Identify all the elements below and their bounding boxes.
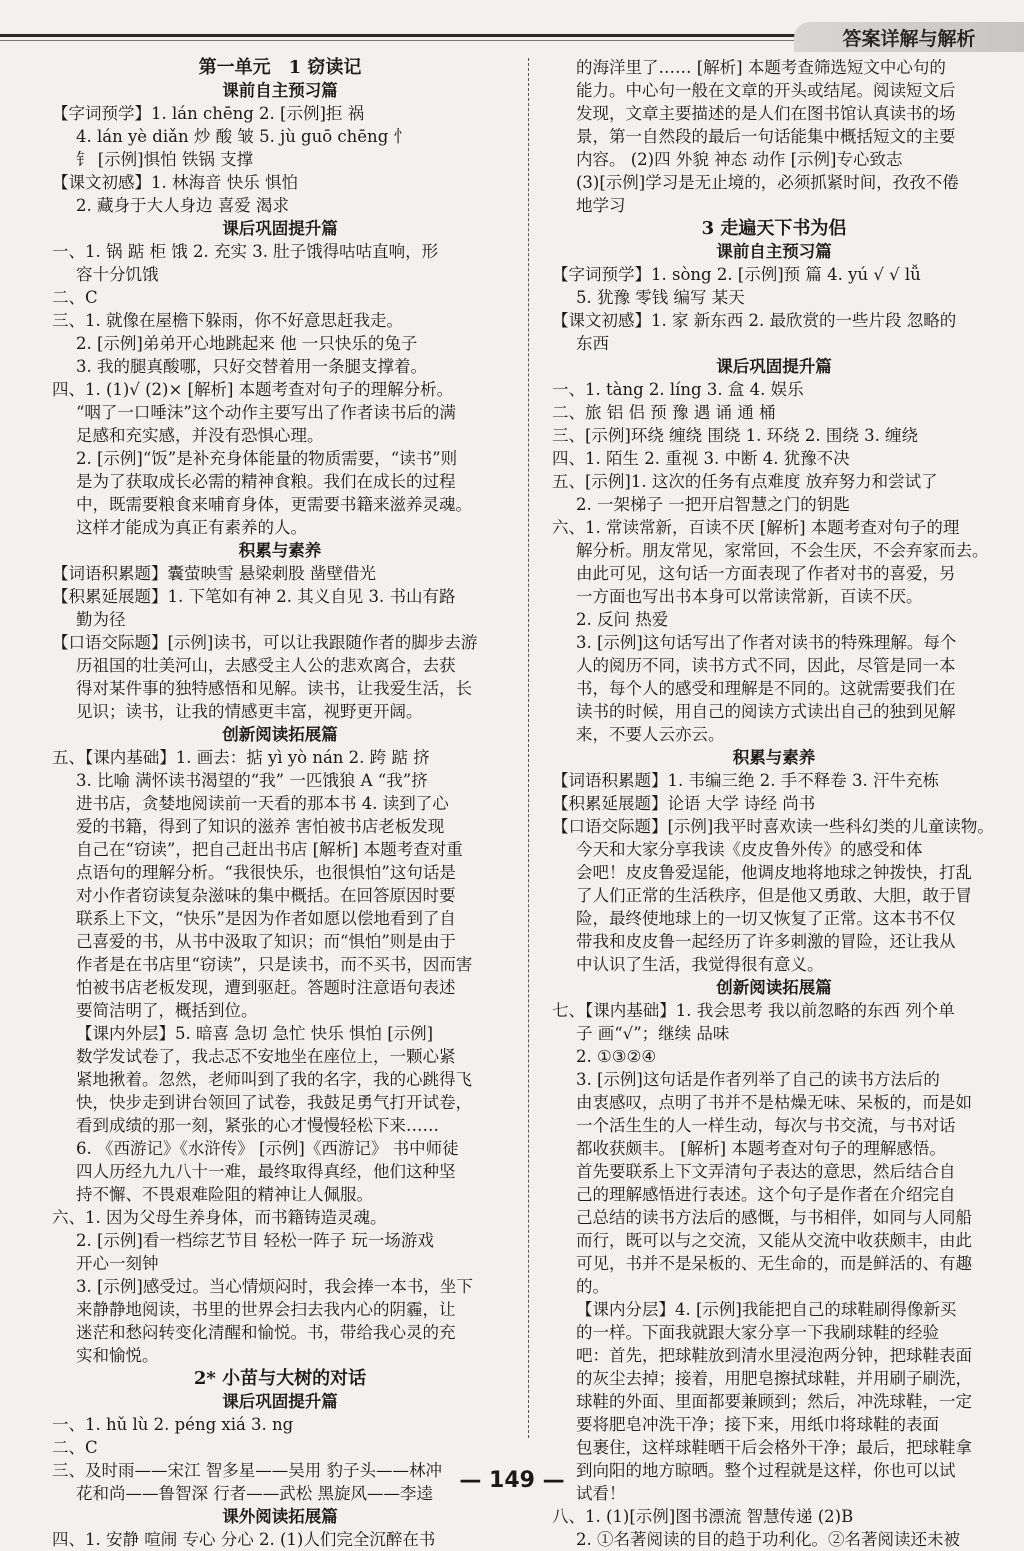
answer-line: 四人历经九九八十一难，最终取得真经，他们这种坚 <box>76 1162 456 1181</box>
answer-line: 一、1. 锅 踮 柜 饿 2. 充实 3. 肚子饿得咕咕直响，形 <box>52 242 439 261</box>
answer-line: 三、1. 就像在屋檐下躲雨，你不好意思赶我走。 <box>52 311 403 330</box>
answer-line: 3. 我的腿真酸哪，只好交替着用一条腿支撑着。 <box>76 357 427 376</box>
section-heading: 课后巩固提升篇 <box>222 1392 338 1411</box>
answer-line: 容十分饥饿 <box>76 265 159 284</box>
answer-line: 怕被书店老板发现，遭到驱赶。答题时注意语句表述 <box>76 978 456 997</box>
answer-line: 的。 <box>576 1277 609 1296</box>
answer-line: 勤为径 <box>76 610 126 629</box>
answer-line: 5. 犹豫 零钱 编写 某天 <box>576 288 745 307</box>
section-heading: 课前自主预习篇 <box>716 242 832 261</box>
answer-line: 2. 藏身于大人身边 喜爱 渴求 <box>76 196 289 215</box>
page-header <box>0 0 1024 58</box>
answer-line: 【口语交际题】[示例]我平时喜欢读一些科幻类的儿童读物。 <box>552 817 994 836</box>
answer-line: 历祖国的壮美河山，去感受主人公的悲欢离合，去获 <box>76 656 456 675</box>
answer-line: 【字词预学】1. sòng 2. [示例]预 篇 4. yú √ √ lǚ <box>552 265 921 284</box>
answer-line: 作者是在书店里“窃读”，只是读书，而不买书，因而害 <box>76 955 473 974</box>
answer-line: 2. [示例]看一档综艺节目 轻松一阵子 玩一场游戏 <box>76 1231 434 1250</box>
answer-line: 看到成绩的那一刻，紧张的心才慢慢轻松下来…… <box>76 1116 439 1135</box>
answer-line: 3. [示例]这句话是作者列举了自己的读书方法后的 <box>576 1070 940 1089</box>
answer-line: 爱的书籍，得到了知识的滋养 害怕被书店老板发现 <box>76 817 445 836</box>
answer-line: 了人们正常的生活秩序，但是他又勇敢、大胆，敢于冒 <box>576 886 972 905</box>
answer-line: 试看！ <box>576 1484 626 1503</box>
answer-line: 【词语积累题】1. 韦编三绝 2. 手不释卷 3. 汗牛充栋 <box>552 771 939 790</box>
section-title: 第一单元 1 窃读记 <box>198 57 362 78</box>
page-number: — 149 — <box>459 1468 565 1493</box>
section-heading: 课后巩固提升篇 <box>716 357 832 376</box>
answer-line: 【课文初感】1. 林海音 快乐 惧怕 <box>52 173 298 192</box>
answer-line: 人的阅历不同，读书方式不同，因此，尽管是同一本 <box>576 656 956 675</box>
answer-line: 而行，既可以与之交流，又能从交流中收获颇丰，由此 <box>576 1231 972 1250</box>
answer-line: 3. [示例]感受过。当心情烦闷时，我会捧一本书，坐下 <box>76 1277 473 1296</box>
answer-line: “咽了一口唾沫”这个动作主要写出了作者读书后的满 <box>76 403 456 422</box>
answer-line: 联系上下文，“快乐”是因为作者如愿以偿地看到了自 <box>76 909 456 928</box>
answer-line: 二、旅 铝 侣 预 豫 遇 诵 通 桶 <box>552 403 776 422</box>
answer-line: 今天和大家分享我读《皮皮鲁外传》的感受和体 <box>576 840 923 859</box>
answer-line: 能力。中心句一般在文章的开头或结尾。阅读短文后 <box>576 81 956 100</box>
answer-line: 书，每个人的感受和理解是不同的。这就需要我们在 <box>576 679 956 698</box>
answer-line: 足感和充实感，并没有恐惧心理。 <box>76 426 324 445</box>
answer-line: 己喜爱的书，从书中汲取了知识；而“惧怕”则是由于 <box>76 932 456 951</box>
answer-line: 七、【课内基础】1. 我会思考 我以前忽略的东西 列个单 <box>552 1001 955 1020</box>
section-heading: 积累与素养 <box>238 541 322 560</box>
left-column <box>52 56 508 1551</box>
answer-line: 一个活生生的人一样生动，每次与书交流，与书对话 <box>576 1116 956 1135</box>
answer-line: 读书的时候，用自己的阅读方式读出自己的独到见解 <box>576 702 956 721</box>
answer-line: 二、C <box>52 288 98 307</box>
answer-line: 【课文初感】1. 家 新东西 2. 最欣赏的一些片段 忽略的 <box>552 311 957 330</box>
answer-line: 发现，文章主要描述的是人们在图书馆认真读书的场 <box>576 104 956 123</box>
section-heading: 课后巩固提升篇 <box>222 219 338 238</box>
answer-line: 见识；读书，让我的情感更丰富，视野更开阔。 <box>76 702 423 721</box>
answer-line: 【课内外层】5. 暗喜 急切 急忙 快乐 惧怕 [示例] <box>76 1024 434 1043</box>
answer-line: 自己在“窃读”，把自己赶出书店 [解析] 本题考查对重 <box>76 840 463 859</box>
answer-line: 进书店，贪婪地阅读前一天看的那本书 4. 读到了心 <box>76 794 449 813</box>
answer-line: 【词语积累题】囊萤映雪 悬梁刺股 凿壁借光 <box>52 564 376 583</box>
answer-line: 花和尚——鲁智深 行者——武松 黑旋风——李逵 <box>76 1484 433 1503</box>
answer-line: 己总结的读书方法后的感慨，与书相伴，如同与人同船 <box>576 1208 972 1227</box>
answer-line: 都收获颇丰。 [解析] 本题考查对句子的理解感悟。 <box>576 1139 946 1158</box>
answer-line: 2. [示例]弟弟开心地跳起来 他 一只快乐的兔子 <box>76 334 418 353</box>
answer-line: 由此可见，这句话一方面表现了作者对书的喜爱，另 <box>576 564 956 583</box>
answer-line: 【口语交际题】[示例]读书，可以让我跟随作者的脚步去游 <box>52 633 478 652</box>
answer-line: 己的理解感悟进行表述。这个句子是作者在介绍完自 <box>576 1185 956 1204</box>
answer-line: 钅 [示例]惧怕 铁锅 支撑 <box>76 150 254 169</box>
answer-line: 【积累延展题】1. 下笔如有神 2. 其义自见 3. 书山有路 <box>52 587 456 606</box>
column-divider <box>528 58 529 1438</box>
answer-line: 地学习 <box>576 196 626 215</box>
answer-line: 子 画“√”；继续 品味 <box>576 1024 730 1043</box>
answer-line: 要将肥皂冲洗干净；接下来，用纸巾将球鞋的表面 <box>576 1415 939 1434</box>
answer-line: 中认识了生活，我觉得很有意义。 <box>576 955 824 974</box>
answer-line: (3)[示例]学习是无止境的，必须抓紧时间，孜孜不倦 <box>576 173 959 192</box>
answer-line: 一、1. tàng 2. líng 3. 盒 4. 娱乐 <box>552 380 804 399</box>
answer-line: 可见，书并不是呆板的、无生命的，而是鲜活的、有趣 <box>576 1254 972 1273</box>
right-column <box>552 56 996 1551</box>
answer-line: 的一样。下面我就跟大家分享一下我刷球鞋的经验 <box>576 1323 939 1342</box>
section-title: 3 走遍天下书为侣 <box>701 218 847 239</box>
answer-line: 吧：首先，把球鞋放到清水里浸泡两分钟，把球鞋表面 <box>576 1346 972 1365</box>
answer-line: 会吧！皮皮鲁爱逞能，他调皮地将地球之钟拨快，打乱 <box>576 863 972 882</box>
answer-line: 2. [示例]“饭”是补充身体能量的物质需要，“读书”则 <box>76 449 458 468</box>
answer-line: 中，既需要粮食来哺育身体，更需要书籍来滋养灵魂。 <box>76 495 472 514</box>
section-heading: 创新阅读拓展篇 <box>222 725 338 744</box>
answer-line: 内容。 (2)四 外貌 神态 动作 [示例]专心致志 <box>576 150 903 169</box>
answer-line: 一方面也写出书本身可以常读常新，百读不厌。 <box>576 587 923 606</box>
answer-line: 2. ①名著阅读的目的趋于功利化。②名著阅读还未被 <box>576 1530 960 1549</box>
answer-line: 【课内分层】4. [示例]我能把自己的球鞋刷得像新买 <box>576 1300 957 1319</box>
answer-line: 数学发试卷了，我忐忑不安地坐在座位上，一颗心紧 <box>76 1047 456 1066</box>
answer-line: 四、1. (1)√ (2)× [解析] 本题考查对句子的理解分析。 <box>52 380 454 399</box>
answer-line: 开心一刻钟 <box>76 1254 159 1273</box>
answer-line: 到向阳的地方晾晒。整个过程就是这样，你也可以试 <box>576 1461 956 1480</box>
answer-line: 六、1. 常读常新，百读不厌 [解析] 本题考查对句子的理 <box>552 518 960 537</box>
answer-line: 三、及时雨——宋江 智多星——吴用 豹子头——林冲 <box>52 1461 442 1480</box>
answer-line: 6. 《西游记》《水浒传》 [示例]《西游记》 书中师徒 <box>76 1139 459 1158</box>
answer-line: 首先要联系上下文弄清句子表达的意思，然后结合自 <box>576 1162 956 1181</box>
answer-line: 【字词预学】1. lán chēng 2. [示例]拒 祸 <box>52 104 365 123</box>
answer-line: 得对某件事的独特感悟和见解。读书，让我爱生活，长 <box>76 679 472 698</box>
section-heading: 课外阅读拓展篇 <box>222 1507 338 1526</box>
answer-line: 2. 一架梯子 一把开启智慧之门的钥匙 <box>576 495 850 514</box>
section-heading: 课前自主预习篇 <box>222 81 338 100</box>
answer-line: 带我和皮皮鲁一起经历了许多刺激的冒险，还让我从 <box>576 932 956 951</box>
answer-line: 2. ①③②④ <box>576 1047 657 1066</box>
section-heading: 积累与素养 <box>732 748 816 767</box>
answer-line: 四、1. 安静 喧闹 专心 分心 2. (1)人们完全沉醉在书 <box>52 1530 436 1549</box>
header-title: 答案详解与解析 <box>794 22 1024 52</box>
answer-line: 的海洋里了…… [解析] 本题考查筛选短文中心句的 <box>576 58 946 77</box>
answer-line: 一、1. hǔ lù 2. péng xiá 3. ng <box>52 1415 294 1434</box>
section-title: 2* 小苗与大树的对话 <box>193 1368 367 1389</box>
answer-line: 点语句的理解分析。“我很快乐，也很惧怕”这句话是 <box>76 863 456 882</box>
answer-line: 快，快步走到讲台领回了试卷，我鼓足勇气打开试卷， <box>76 1093 472 1112</box>
answer-line: 解分析。朋友常见，家常回，不会生厌，不会弃家而去。 <box>576 541 989 560</box>
answer-line: 这样才能成为真正有素养的人。 <box>76 518 307 537</box>
answer-line: 4. lán yè diǎn 炒 酸 皱 5. jù guō chēng 忄 <box>76 127 410 146</box>
answer-line: 五、【课内基础】1. 画去：掂 yì yò nán 2. 跨 踮 挤 <box>52 748 430 767</box>
answer-line: 东西 <box>576 334 609 353</box>
answer-line: 实和愉悦。 <box>76 1346 159 1365</box>
answer-line: 五、[示例]1. 这次的任务有点难度 放弃努力和尝试了 <box>552 472 938 491</box>
answer-line: 来静静地阅读，书里的世界会扫去我内心的阴霾，让 <box>76 1300 456 1319</box>
answer-line: 是为了获取成长必需的精神食粮。我们在成长的过程 <box>76 472 456 491</box>
answer-line: 对小作者窃读复杂滋味的集中概括。在回答原因时要 <box>76 886 456 905</box>
answer-line: 的灰尘去掉；接着，用肥皂擦拭球鞋，并用刷子刷洗， <box>576 1369 972 1388</box>
answer-line: 六、1. 因为父母生养身体，而书籍铸造灵魂。 <box>52 1208 387 1227</box>
answer-line: 【积累延展题】论语 大学 诗经 尚书 <box>552 794 816 813</box>
answer-line: 2. 反问 热爱 <box>576 610 669 629</box>
answer-line: 景，第一自然段的最后一句话能集中概括短文的主要 <box>576 127 956 146</box>
answer-line: 四、1. 陌生 2. 重视 3. 中断 4. 犹豫不决 <box>552 449 850 468</box>
section-heading: 创新阅读拓展篇 <box>716 978 832 997</box>
answer-line: 八、1. (1)[示例]图书漂流 智慧传递 (2)B <box>552 1507 854 1526</box>
answer-line: 迷茫和愁闷转变化清醒和愉悦。书，带给我心灵的充 <box>76 1323 456 1342</box>
answer-line: 球鞋的外面、里面都要兼顾到；然后，冲洗球鞋，一定 <box>576 1392 972 1411</box>
answer-line: 3. 比喻 满怀读书渴望的“我” 一匹饿狼 A “我”挤 <box>76 771 428 790</box>
answer-line: 要简洁明了，概括到位。 <box>76 1001 258 1020</box>
answer-line: 来，不要人云亦云。 <box>576 725 725 744</box>
answer-line: 三、[示例]环绕 缠绕 围绕 1. 环绕 2. 围绕 3. 缠绕 <box>552 426 919 445</box>
answer-line: 险，最终使地球上的一切又恢复了正常。这本书不仅 <box>576 909 956 928</box>
answer-line: 由衷感叹，点明了书并不是枯燥无味、呆板的，而是如 <box>576 1093 972 1112</box>
answer-line: 包裹住，这样球鞋晒干后会格外干净；最后，把球鞋拿 <box>576 1438 972 1457</box>
answer-line: 二、C <box>52 1438 98 1457</box>
answer-line: 持不懈、不畏艰难险阻的精神让人佩服。 <box>76 1185 373 1204</box>
answer-line: 紧地揪着。忽然，老师叫到了我的名字，我的心跳得飞 <box>76 1070 472 1089</box>
answer-line: 3. [示例]这句话写出了作者对读书的特殊理解。每个 <box>576 633 957 652</box>
